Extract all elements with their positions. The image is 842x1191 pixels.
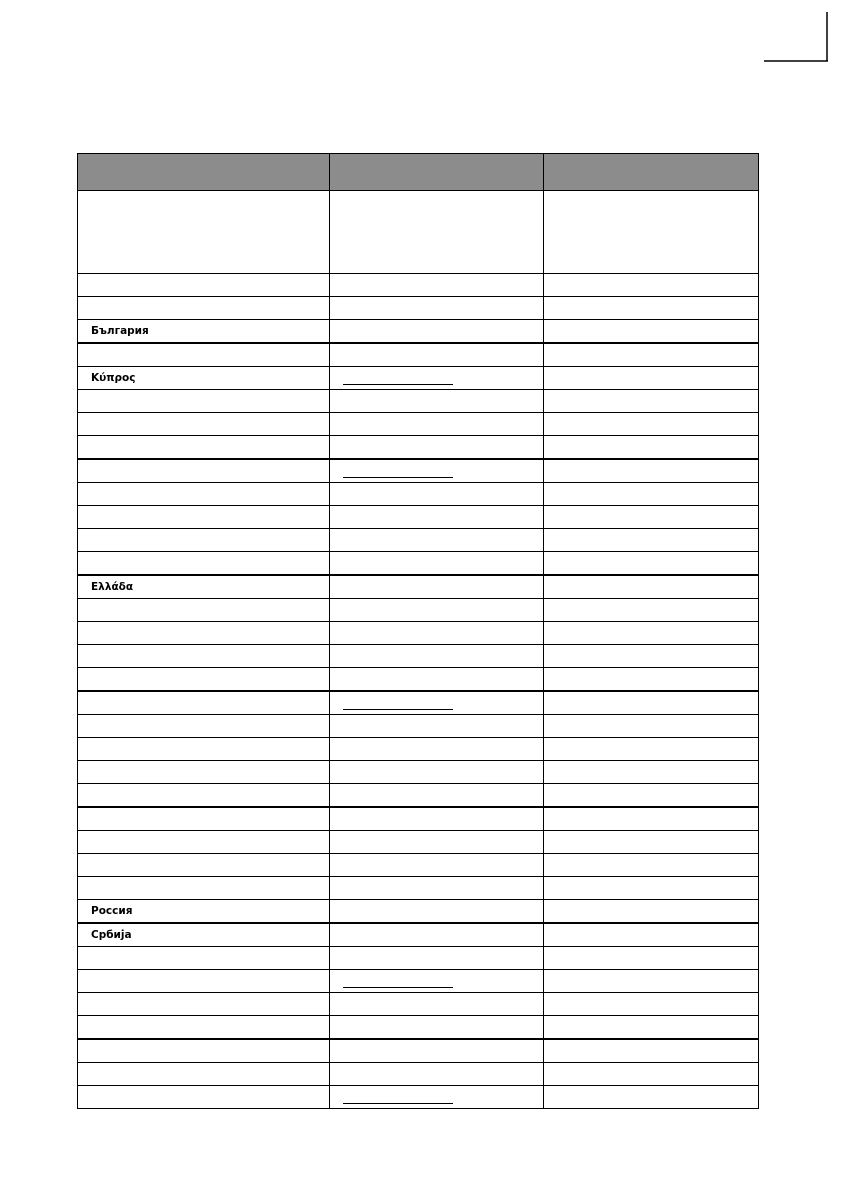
- extra-cell: [544, 320, 759, 344]
- country-name-cell: [78, 1039, 330, 1063]
- table-row: [78, 947, 759, 970]
- value-cell: [330, 1016, 544, 1040]
- value-cell: [330, 645, 544, 668]
- value-cell: [330, 459, 544, 483]
- extra-cell: [544, 552, 759, 576]
- extra-cell: [544, 715, 759, 738]
- extra-cell: [544, 1063, 759, 1086]
- country-name-cell: Ελλάδα: [78, 575, 330, 599]
- table-row: [78, 831, 759, 854]
- extra-cell: [544, 367, 759, 390]
- country-name-cell: [78, 506, 330, 529]
- value-cell: [330, 1039, 544, 1063]
- extra-cell: [544, 459, 759, 483]
- country-name-cell: [78, 529, 330, 552]
- country-name-cell: [78, 784, 330, 808]
- country-name-cell: [78, 552, 330, 576]
- country-name-cell: [78, 807, 330, 831]
- country-name-cell: [78, 691, 330, 715]
- country-name-cell: [78, 297, 330, 320]
- table-row: [78, 1086, 759, 1109]
- table-row: [78, 413, 759, 436]
- extra-cell: [544, 575, 759, 599]
- value-cell: [330, 668, 544, 692]
- country-name-cell: България: [78, 320, 330, 344]
- country-name-cell: Κύπρος: [78, 367, 330, 390]
- table-row: [78, 274, 759, 297]
- table-row: [78, 483, 759, 506]
- country-name-cell: Россия: [78, 900, 330, 924]
- country-contact-table: [77, 153, 759, 1109]
- country-name-cell: [78, 738, 330, 761]
- table-row: [78, 436, 759, 460]
- underline-field: [343, 709, 453, 710]
- value-cell: [330, 877, 544, 900]
- table-row: [78, 459, 759, 483]
- table-row: [78, 715, 759, 738]
- table-header-row: [78, 154, 759, 191]
- table-row: [78, 923, 759, 947]
- country-name-cell: [78, 599, 330, 622]
- table-row: [78, 900, 759, 924]
- table-row: [78, 390, 759, 413]
- country-name-cell: [78, 436, 330, 460]
- value-cell: [330, 761, 544, 784]
- extra-cell: [544, 993, 759, 1016]
- extra-cell: [544, 784, 759, 808]
- extra-cell: [544, 599, 759, 622]
- country-name-cell: [78, 483, 330, 506]
- extra-cell: [544, 297, 759, 320]
- extra-cell: [544, 483, 759, 506]
- table-row: [78, 343, 759, 367]
- table-row: [78, 993, 759, 1016]
- table-row: [78, 622, 759, 645]
- value-cell: [330, 947, 544, 970]
- extra-cell: [544, 622, 759, 645]
- country-name-cell: [78, 668, 330, 692]
- value-cell: [330, 807, 544, 831]
- value-cell: [330, 529, 544, 552]
- country-name-cell: [78, 390, 330, 413]
- value-cell: [330, 483, 544, 506]
- value-cell: [330, 436, 544, 460]
- country-name-cell: [78, 1086, 330, 1109]
- country-name-cell: [78, 645, 330, 668]
- value-cell: [330, 622, 544, 645]
- table-row: [78, 599, 759, 622]
- extra-cell: [544, 343, 759, 367]
- table-row: [78, 970, 759, 993]
- table-row: [78, 691, 759, 715]
- value-cell: [330, 715, 544, 738]
- value-cell: [330, 390, 544, 413]
- header-cell-second: [330, 154, 544, 191]
- extra-cell: [544, 761, 759, 784]
- table-row: [78, 645, 759, 668]
- country-name-cell: [78, 343, 330, 367]
- extra-cell: [544, 807, 759, 831]
- table-row: [78, 1063, 759, 1086]
- country-name-cell: [78, 970, 330, 993]
- value-cell: [330, 320, 544, 344]
- extra-cell: [544, 413, 759, 436]
- underline-field: [343, 477, 453, 478]
- value-cell: [330, 854, 544, 877]
- value-cell: [330, 923, 544, 947]
- extra-cell: [544, 900, 759, 924]
- country-name-cell: [78, 413, 330, 436]
- extra-cell: [544, 970, 759, 993]
- value-cell: [330, 691, 544, 715]
- table-row: [78, 1016, 759, 1040]
- table-row: [78, 367, 759, 390]
- table-cell: [78, 191, 330, 274]
- value-cell: [330, 367, 544, 390]
- table-row: [78, 552, 759, 576]
- value-cell: [330, 738, 544, 761]
- country-name-cell: Србија: [78, 923, 330, 947]
- extra-cell: [544, 854, 759, 877]
- value-cell: [330, 506, 544, 529]
- extra-cell: [544, 390, 759, 413]
- country-name-cell: [78, 715, 330, 738]
- country-name-cell: [78, 622, 330, 645]
- value-cell: [330, 552, 544, 576]
- header-cell-country: [78, 154, 330, 191]
- country-name-cell: [78, 1016, 330, 1040]
- country-name-cell: [78, 1063, 330, 1086]
- value-cell: [330, 784, 544, 808]
- value-cell: [330, 993, 544, 1016]
- value-cell: [330, 413, 544, 436]
- table-row: [78, 854, 759, 877]
- table-intro-row: [78, 191, 759, 274]
- table-row: [78, 297, 759, 320]
- header-cell-third: [544, 154, 759, 191]
- table-row: [78, 807, 759, 831]
- extra-cell: [544, 1086, 759, 1109]
- value-cell: [330, 831, 544, 854]
- table-row: [78, 738, 759, 761]
- extra-cell: [544, 1039, 759, 1063]
- value-cell: [330, 343, 544, 367]
- country-name-cell: [78, 947, 330, 970]
- value-cell: [330, 297, 544, 320]
- country-name-cell: [78, 993, 330, 1016]
- table-row: [78, 529, 759, 552]
- table-row: [78, 575, 759, 599]
- extra-cell: [544, 668, 759, 692]
- value-cell: [330, 575, 544, 599]
- extra-cell: [544, 645, 759, 668]
- table-row: [78, 761, 759, 784]
- extra-cell: [544, 947, 759, 970]
- extra-cell: [544, 877, 759, 900]
- country-name-cell: [78, 274, 330, 297]
- extra-cell: [544, 738, 759, 761]
- value-cell: [330, 599, 544, 622]
- value-cell: [330, 900, 544, 924]
- extra-cell: [544, 506, 759, 529]
- extra-cell: [544, 529, 759, 552]
- country-name-cell: [78, 877, 330, 900]
- country-name-cell: [78, 761, 330, 784]
- table-row: [78, 668, 759, 692]
- extra-cell: [544, 923, 759, 947]
- corner-crop-mark-icon: [764, 12, 828, 62]
- table-row: [78, 877, 759, 900]
- table-row: [78, 1039, 759, 1063]
- extra-cell: [544, 1016, 759, 1040]
- value-cell: [330, 1063, 544, 1086]
- underline-field: [343, 1103, 453, 1104]
- country-name-cell: [78, 459, 330, 483]
- table-row: [78, 784, 759, 808]
- value-cell: [330, 970, 544, 993]
- country-name-cell: [78, 831, 330, 854]
- table-row: [78, 320, 759, 344]
- value-cell: [330, 274, 544, 297]
- extra-cell: [544, 436, 759, 460]
- table-row: [78, 506, 759, 529]
- table-cell: [330, 191, 544, 274]
- value-cell: [330, 1086, 544, 1109]
- table-cell: [544, 191, 759, 274]
- extra-cell: [544, 691, 759, 715]
- extra-cell: [544, 274, 759, 297]
- underline-field: [343, 384, 453, 385]
- country-name-cell: [78, 854, 330, 877]
- extra-cell: [544, 831, 759, 854]
- underline-field: [343, 987, 453, 988]
